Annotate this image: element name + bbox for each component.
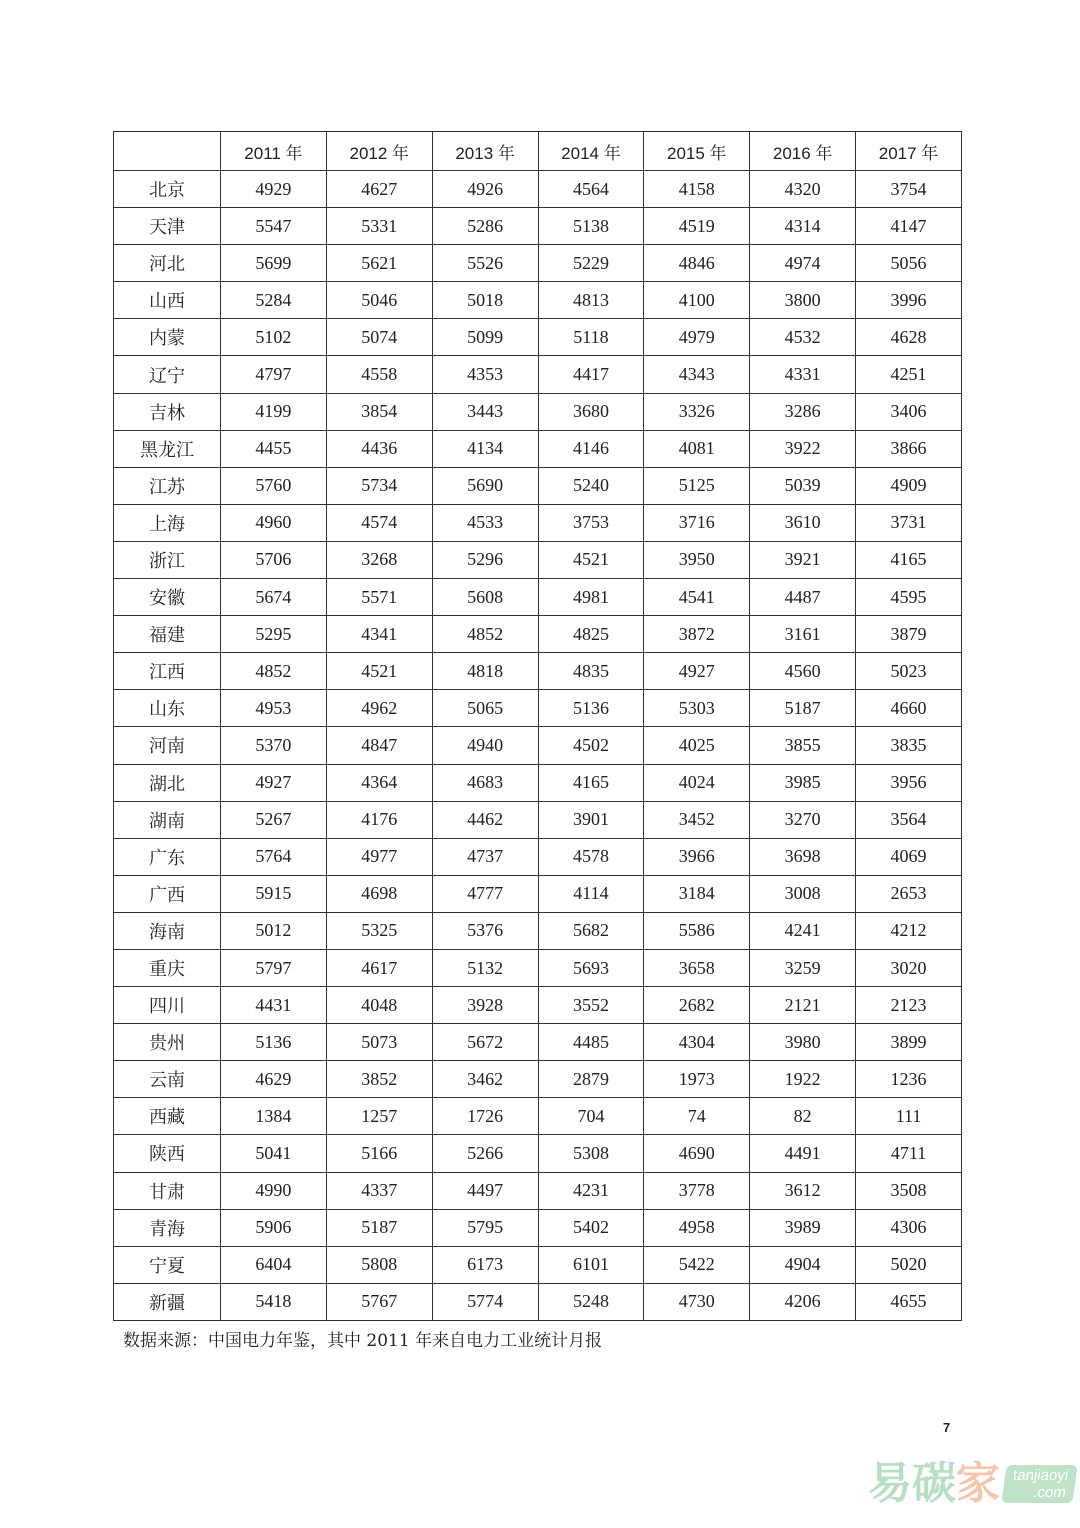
value-cell: 3879 [856, 616, 962, 653]
value-cell: 4958 [644, 1209, 750, 1246]
province-cell: 北京 [114, 171, 221, 208]
value-cell: 5118 [538, 319, 644, 356]
province-cell: 贵州 [114, 1024, 221, 1061]
value-cell: 4737 [432, 838, 538, 875]
value-cell: 4981 [538, 579, 644, 616]
value-cell: 5187 [326, 1209, 432, 1246]
value-cell: 4683 [432, 764, 538, 801]
value-cell: 4797 [221, 356, 327, 393]
value-cell: 4462 [432, 801, 538, 838]
column-header: 2017 年 [856, 132, 962, 171]
province-cell: 广西 [114, 875, 221, 912]
value-cell: 4629 [221, 1061, 327, 1098]
logo-text-orange: 家 [956, 1458, 1000, 1509]
value-cell: 2653 [856, 875, 962, 912]
value-cell: 4341 [326, 616, 432, 653]
value-cell: 4251 [856, 356, 962, 393]
value-cell: 5020 [856, 1246, 962, 1283]
value-cell: 4852 [432, 616, 538, 653]
value-cell: 3020 [856, 949, 962, 986]
value-cell: 5331 [326, 208, 432, 245]
value-cell: 4660 [856, 690, 962, 727]
table-row [114, 949, 962, 986]
table-row [114, 727, 962, 764]
table-row [114, 541, 962, 578]
data-table [113, 131, 962, 1321]
province-cell: 海南 [114, 912, 221, 949]
value-cell: 3161 [750, 616, 856, 653]
value-cell: 5690 [432, 467, 538, 504]
table-row [114, 319, 962, 356]
province-cell: 青海 [114, 1209, 221, 1246]
table-row [114, 838, 962, 875]
province-cell: 宁夏 [114, 1246, 221, 1283]
value-cell: 4331 [750, 356, 856, 393]
value-cell: 5760 [221, 467, 327, 504]
value-cell: 3950 [644, 541, 750, 578]
value-cell: 4962 [326, 690, 432, 727]
value-cell: 5370 [221, 727, 327, 764]
logo-badge [1001, 1465, 1077, 1503]
table-row [114, 1061, 962, 1098]
table-row [114, 1024, 962, 1061]
table-row [114, 653, 962, 690]
value-cell: 4231 [538, 1172, 644, 1209]
value-cell: 4979 [644, 319, 750, 356]
value-cell: 5808 [326, 1246, 432, 1283]
value-cell: 4134 [432, 430, 538, 467]
value-cell: 4100 [644, 282, 750, 319]
value-cell: 4960 [221, 504, 327, 541]
logo-badge-line1: tanjiaoyi [1012, 1467, 1070, 1484]
value-cell: 5795 [432, 1209, 538, 1246]
value-cell: 5526 [432, 245, 538, 282]
value-cell: 3462 [432, 1061, 538, 1098]
value-cell: 5041 [221, 1135, 327, 1172]
value-cell: 4320 [750, 171, 856, 208]
value-cell: 5136 [538, 690, 644, 727]
province-cell: 福建 [114, 616, 221, 653]
value-cell: 4927 [644, 653, 750, 690]
table-row [114, 430, 962, 467]
table-row [114, 1135, 962, 1172]
table-row [114, 245, 962, 282]
value-cell: 5422 [644, 1246, 750, 1283]
province-cell: 陕西 [114, 1135, 221, 1172]
province-cell: 湖北 [114, 764, 221, 801]
value-cell: 5915 [221, 875, 327, 912]
value-cell: 4595 [856, 579, 962, 616]
value-cell: 3866 [856, 430, 962, 467]
value-cell: 3270 [750, 801, 856, 838]
column-header: 2012 年 [326, 132, 432, 171]
value-cell: 4199 [221, 393, 327, 430]
value-cell: 5303 [644, 690, 750, 727]
value-cell: 2123 [856, 987, 962, 1024]
value-cell: 5674 [221, 579, 327, 616]
province-cell: 山东 [114, 690, 221, 727]
table-row [114, 1209, 962, 1246]
value-cell: 4069 [856, 838, 962, 875]
value-cell: 5734 [326, 467, 432, 504]
value-cell: 3452 [644, 801, 750, 838]
source-note: 数据来源：中国电力年鉴，其中 2011 年来自电力工业统计月报 [123, 1331, 603, 1351]
value-cell: 5018 [432, 282, 538, 319]
value-cell: 5693 [538, 949, 644, 986]
value-cell: 5132 [432, 949, 538, 986]
value-cell: 4165 [856, 541, 962, 578]
value-cell: 3778 [644, 1172, 750, 1209]
value-cell: 5073 [326, 1024, 432, 1061]
value-cell: 4990 [221, 1172, 327, 1209]
province-cell: 内蒙 [114, 319, 221, 356]
value-cell: 4485 [538, 1024, 644, 1061]
value-cell: 3855 [750, 727, 856, 764]
value-cell: 5797 [221, 949, 327, 986]
value-cell: 4777 [432, 875, 538, 912]
value-cell: 4206 [750, 1283, 856, 1320]
value-cell: 4533 [432, 504, 538, 541]
value-cell: 1726 [432, 1098, 538, 1135]
column-header: 2013 年 [432, 132, 538, 171]
province-cell: 新疆 [114, 1283, 221, 1320]
value-cell: 6404 [221, 1246, 327, 1283]
value-cell: 4977 [326, 838, 432, 875]
value-cell: 4491 [750, 1135, 856, 1172]
value-cell: 4655 [856, 1283, 962, 1320]
value-cell: 6101 [538, 1246, 644, 1283]
value-cell: 2121 [750, 987, 856, 1024]
value-cell: 4818 [432, 653, 538, 690]
value-cell: 4690 [644, 1135, 750, 1172]
value-cell: 4158 [644, 171, 750, 208]
value-cell: 3731 [856, 504, 962, 541]
value-cell: 5376 [432, 912, 538, 949]
value-cell: 111 [856, 1098, 962, 1135]
value-cell: 4081 [644, 430, 750, 467]
value-cell: 4846 [644, 245, 750, 282]
value-cell: 4847 [326, 727, 432, 764]
value-cell: 3552 [538, 987, 644, 1024]
value-cell: 3658 [644, 949, 750, 986]
value-cell: 5325 [326, 912, 432, 949]
value-cell: 4314 [750, 208, 856, 245]
value-cell: 4502 [538, 727, 644, 764]
column-header: 2011 年 [221, 132, 327, 171]
value-cell: 3922 [750, 430, 856, 467]
value-cell: 3326 [644, 393, 750, 430]
value-cell: 4114 [538, 875, 644, 912]
value-cell: 3835 [856, 727, 962, 764]
value-cell: 3966 [644, 838, 750, 875]
value-cell: 5267 [221, 801, 327, 838]
table-row [114, 504, 962, 541]
value-cell: 4487 [750, 579, 856, 616]
value-cell: 5418 [221, 1283, 327, 1320]
value-cell: 3680 [538, 393, 644, 430]
province-cell: 吉林 [114, 393, 221, 430]
table-row [114, 801, 962, 838]
province-cell: 西藏 [114, 1098, 221, 1135]
value-cell: 3508 [856, 1172, 962, 1209]
table-row [114, 393, 962, 430]
value-cell: 4304 [644, 1024, 750, 1061]
province-cell: 上海 [114, 504, 221, 541]
province-cell: 湖南 [114, 801, 221, 838]
column-header: 2014 年 [538, 132, 644, 171]
value-cell: 1922 [750, 1061, 856, 1098]
value-cell: 4532 [750, 319, 856, 356]
value-cell: 5266 [432, 1135, 538, 1172]
province-cell: 广东 [114, 838, 221, 875]
value-cell: 5240 [538, 467, 644, 504]
table-row [114, 875, 962, 912]
value-cell: 5295 [221, 616, 327, 653]
value-cell: 3754 [856, 171, 962, 208]
page-number: 7 [943, 1420, 951, 1435]
value-cell: 4940 [432, 727, 538, 764]
value-cell: 1236 [856, 1061, 962, 1098]
value-cell: 4048 [326, 987, 432, 1024]
value-cell: 5284 [221, 282, 327, 319]
value-cell: 2682 [644, 987, 750, 1024]
value-cell: 3928 [432, 987, 538, 1024]
value-cell: 5699 [221, 245, 327, 282]
column-header: 2016 年 [750, 132, 856, 171]
value-cell: 5065 [432, 690, 538, 727]
value-cell: 4337 [326, 1172, 432, 1209]
value-cell: 3184 [644, 875, 750, 912]
value-cell: 3610 [750, 504, 856, 541]
value-cell: 5547 [221, 208, 327, 245]
province-cell: 山西 [114, 282, 221, 319]
table-row [114, 1172, 962, 1209]
value-cell: 4417 [538, 356, 644, 393]
value-cell: 4176 [326, 801, 432, 838]
value-cell: 4343 [644, 356, 750, 393]
value-cell: 4628 [856, 319, 962, 356]
table-row [114, 1283, 962, 1320]
value-cell: 5102 [221, 319, 327, 356]
value-cell: 5672 [432, 1024, 538, 1061]
value-cell: 4521 [326, 653, 432, 690]
value-cell: 4519 [644, 208, 750, 245]
value-cell: 1973 [644, 1061, 750, 1098]
value-cell: 74 [644, 1098, 750, 1135]
value-cell: 4698 [326, 875, 432, 912]
value-cell: 3996 [856, 282, 962, 319]
value-cell: 3872 [644, 616, 750, 653]
value-cell: 4825 [538, 616, 644, 653]
value-cell: 3800 [750, 282, 856, 319]
table-row [114, 579, 962, 616]
value-cell: 4627 [326, 171, 432, 208]
value-cell: 4147 [856, 208, 962, 245]
province-cell: 河北 [114, 245, 221, 282]
value-cell: 5125 [644, 467, 750, 504]
value-cell: 3286 [750, 393, 856, 430]
value-cell: 5682 [538, 912, 644, 949]
table-row [114, 282, 962, 319]
value-cell: 3443 [432, 393, 538, 430]
value-cell: 5012 [221, 912, 327, 949]
value-cell: 5308 [538, 1135, 644, 1172]
value-cell: 3921 [750, 541, 856, 578]
value-cell: 5402 [538, 1209, 644, 1246]
value-cell: 5056 [856, 245, 962, 282]
value-cell: 5138 [538, 208, 644, 245]
value-cell: 5023 [856, 653, 962, 690]
value-cell: 4574 [326, 504, 432, 541]
province-cell: 江西 [114, 653, 221, 690]
value-cell: 5166 [326, 1135, 432, 1172]
table-row [114, 987, 962, 1024]
table-row [114, 690, 962, 727]
province-cell: 黑龙江 [114, 430, 221, 467]
province-cell: 安徽 [114, 579, 221, 616]
province-cell: 江苏 [114, 467, 221, 504]
value-cell: 4617 [326, 949, 432, 986]
value-cell: 4165 [538, 764, 644, 801]
value-cell: 5906 [221, 1209, 327, 1246]
watermark-logo [868, 1458, 1075, 1509]
value-cell: 4564 [538, 171, 644, 208]
logo-badge-line2: .com [1032, 1484, 1068, 1501]
province-cell: 重庆 [114, 949, 221, 986]
province-cell: 浙江 [114, 541, 221, 578]
value-cell: 3899 [856, 1024, 962, 1061]
province-cell: 甘肃 [114, 1172, 221, 1209]
value-cell: 5296 [432, 541, 538, 578]
table-row [114, 912, 962, 949]
header-row [114, 132, 962, 171]
value-cell: 5764 [221, 838, 327, 875]
province-cell: 辽宁 [114, 356, 221, 393]
value-cell: 5767 [326, 1283, 432, 1320]
value-cell: 4953 [221, 690, 327, 727]
value-cell: 4813 [538, 282, 644, 319]
value-cell: 4541 [644, 579, 750, 616]
value-cell: 3716 [644, 504, 750, 541]
value-cell: 5039 [750, 467, 856, 504]
value-cell: 4909 [856, 467, 962, 504]
value-cell: 3854 [326, 393, 432, 430]
value-cell: 4241 [750, 912, 856, 949]
value-cell: 4852 [221, 653, 327, 690]
table-row [114, 208, 962, 245]
value-cell: 4926 [432, 171, 538, 208]
table-row [114, 1098, 962, 1135]
value-cell: 2879 [538, 1061, 644, 1098]
value-cell: 5286 [432, 208, 538, 245]
value-cell: 4146 [538, 430, 644, 467]
value-cell: 3753 [538, 504, 644, 541]
value-cell: 6173 [432, 1246, 538, 1283]
value-cell: 4497 [432, 1172, 538, 1209]
value-cell: 3268 [326, 541, 432, 578]
province-cell: 天津 [114, 208, 221, 245]
value-cell: 4929 [221, 171, 327, 208]
logo-text-green: 易碳 [868, 1458, 956, 1509]
value-cell: 3980 [750, 1024, 856, 1061]
value-cell: 704 [538, 1098, 644, 1135]
value-cell: 4974 [750, 245, 856, 282]
province-cell: 河南 [114, 727, 221, 764]
value-cell: 5136 [221, 1024, 327, 1061]
value-cell: 4835 [538, 653, 644, 690]
province-cell: 四川 [114, 987, 221, 1024]
table-row [114, 764, 962, 801]
value-cell: 1384 [221, 1098, 327, 1135]
table-row [114, 356, 962, 393]
value-cell: 4560 [750, 653, 856, 690]
value-cell: 4024 [644, 764, 750, 801]
value-cell: 4212 [856, 912, 962, 949]
value-cell: 5099 [432, 319, 538, 356]
value-cell: 5621 [326, 245, 432, 282]
value-cell: 5046 [326, 282, 432, 319]
value-cell: 4578 [538, 838, 644, 875]
value-cell: 5571 [326, 579, 432, 616]
value-cell: 4436 [326, 430, 432, 467]
value-cell: 4730 [644, 1283, 750, 1320]
table-row [114, 467, 962, 504]
table-row [114, 1246, 962, 1283]
value-cell: 5074 [326, 319, 432, 356]
value-cell: 4904 [750, 1246, 856, 1283]
value-cell: 3612 [750, 1172, 856, 1209]
value-cell: 3008 [750, 875, 856, 912]
value-cell: 3985 [750, 764, 856, 801]
value-cell: 4353 [432, 356, 538, 393]
value-cell: 4927 [221, 764, 327, 801]
province-cell: 云南 [114, 1061, 221, 1098]
value-cell: 5187 [750, 690, 856, 727]
header-corner [114, 132, 221, 171]
table-row [114, 171, 962, 208]
value-cell: 4711 [856, 1135, 962, 1172]
value-cell: 5586 [644, 912, 750, 949]
table-row [114, 616, 962, 653]
value-cell: 3564 [856, 801, 962, 838]
value-cell: 5774 [432, 1283, 538, 1320]
value-cell: 4431 [221, 987, 327, 1024]
value-cell: 3901 [538, 801, 644, 838]
value-cell: 1257 [326, 1098, 432, 1135]
value-cell: 4521 [538, 541, 644, 578]
value-cell: 5229 [538, 245, 644, 282]
value-cell: 4025 [644, 727, 750, 764]
value-cell: 5608 [432, 579, 538, 616]
value-cell: 5248 [538, 1283, 644, 1320]
value-cell: 4455 [221, 430, 327, 467]
value-cell: 5706 [221, 541, 327, 578]
value-cell: 4306 [856, 1209, 962, 1246]
value-cell: 4558 [326, 356, 432, 393]
value-cell: 3259 [750, 949, 856, 986]
value-cell: 3956 [856, 764, 962, 801]
value-cell: 3698 [750, 838, 856, 875]
column-header: 2015 年 [644, 132, 750, 171]
value-cell: 82 [750, 1098, 856, 1135]
value-cell: 4364 [326, 764, 432, 801]
value-cell: 3406 [856, 393, 962, 430]
value-cell: 3852 [326, 1061, 432, 1098]
value-cell: 3989 [750, 1209, 856, 1246]
